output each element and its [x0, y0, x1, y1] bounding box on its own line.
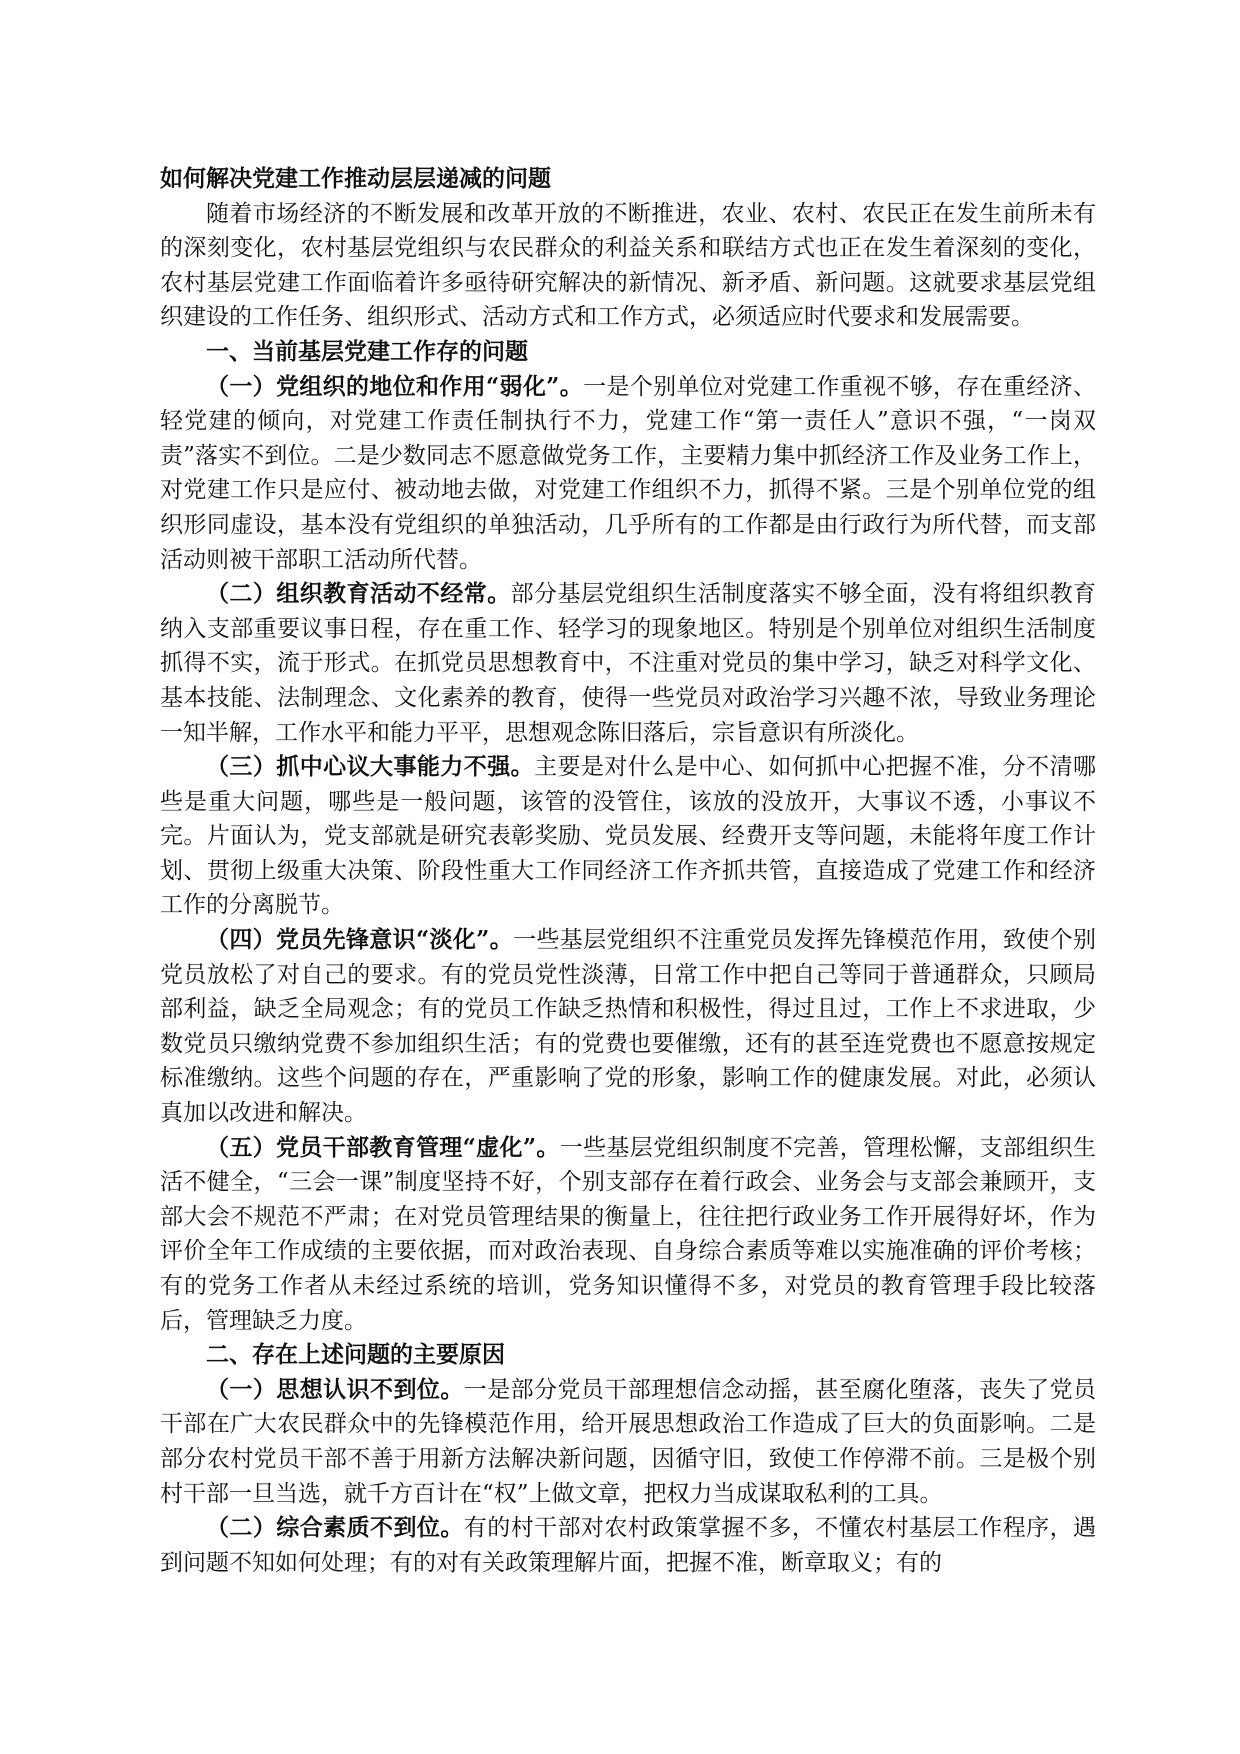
document-title: 如何解决党建工作推动层层递减的问题 [160, 165, 551, 192]
section1-item-3 [160, 750, 1096, 923]
item-body: 一是个别单位对党建工作重视不够，存在重经济、轻党建的倾向，对党建工作责任制执行不力，党建工作“第一责任人”意识不强，“一岗双责”落实不到位。二是少数同志不愿意做党务工作，主要精力集中抓经济工作及业务工作上，对党建工作只是应付、被动地去做，对党建工作组织不力，抓得不紧。三是个别单位党的组织形同虚设，基本没有党组织的单独活动，几乎所有的工作都是由行政行为所代替，而支部活动则被干部职工活动所代替。 [160, 373, 1097, 573]
item-body: 一些基层党组织不注重党员发挥先锋模范作用，致使个别党员放松了对自己的要求。有的党员党性淡薄，日常工作中把自己等同于普通群众，只顾局部利益，缺乏全局观念；有的党员工作缺乏热情和积极性，得过且过，工作上不求进取，少数党员只缴纳党费不参加组织生活；有的党费也要催缴，还有的甚至连党费也不愿意按规定标准缴纳。这些个问题的存在，严重影响了党的形象，影响工作的健康发展。对此，必须认真加以改进和解决。 [160, 927, 1096, 1127]
section-heading-1: 一、当前基层党建工作存的问题 [206, 337, 528, 365]
item-lead: （五）党员干部教育管理“虚化”。 [206, 1133, 560, 1161]
item-body: 主要是对什么是中心、如何抓中心把握不准，分不清哪些是重大问题，哪些是一般问题，该管的没管住，该放的没放开，大事议不透，小事议不完。片面认为，党支部就是研究表彰奖励、党员发展、经费开支等问题，未能将年度工作计划、贯彻上级重大决策、阶段性重大工作同经济工作齐抓共管，直接造成了党建工作和经济工作的分离脱节。 [160, 754, 1097, 919]
item-lead: （二）综合素质不到位。 [206, 1514, 464, 1542]
section2-item-1 [160, 1373, 1096, 1511]
section1-item-4 [160, 923, 1096, 1131]
item-body: 有的村干部对农村政策掌握不多，不懂农村基层工作程序，遇到问题不知如何处理；有的对有关政策理解片面，把握不准，断章取义；有的 [160, 1515, 1097, 1576]
item-body: 部分基层党组织生活制度落实不够全面，没有将组织教育纳入支部重要议事日程，存在重工作、轻学习的现象地区。特别是个别单位对组织生活制度抓得不实，流于形式。在抓党员思想教育中，不注重对党员的集中学习，缺乏对科学文化、基本技能、法制理念、文化素养的教育，使得一些党员对政治学习兴趣不浓，导致业务理论一知半解，工作水平和能力平平，思想观念陈旧落后，宗旨意识有所淡化。 [160, 581, 1097, 746]
document-page [160, 162, 1096, 1580]
intro-paragraph: 随着市场经济的不断发展和改革开放的不断推进，农业、农村、农民正在发生前所未有的深刻变化，农村基层党组织与农民群众的利益关系和联结方式也正在发生着深刻的变化，农村基层党建工作面临着许多亟待研究解决的新情况、新矛盾、新问题。这就要求基层党组织建设的工作任务、组织形式、活动方式和工作方式，必须适应时代要求和发展需要。 [160, 200, 1096, 331]
section-heading-2: 二、存在上述问题的主要原因 [206, 1341, 505, 1369]
item-body: 一些基层党组织制度不完善，管理松懈，支部组织生活不健全，“三会一课”制度坚持不好，个别支部存在着行政会、业务会与支部会兼顾开，支部大会不规范不严肃；在对党员管理结果的衡量上，往往把行政业务工作开展得好坏，作为评价全年工作成绩的主要依据，而对政治表现、自身综合素质等难以实施准确的评价考核；有的党务工作者从未经过系统的培训，党务知识懂得不多，对党员的教育管理手段比较落后，管理缺乏力度。 [160, 1134, 1097, 1334]
section1-item-2 [160, 577, 1096, 750]
section1-item-5 [160, 1131, 1096, 1339]
section1-item-1 [160, 370, 1096, 578]
item-body: 一是部分党员干部理想信念动摇，甚至腐化堕落，丧失了党员干部在广大农民群众中的先锋模范作用，给开展思想政治工作造成了巨大的负面影响。二是部分农村党员干部不善于用新方法解决新问题，因循守旧，致使工作停滞不前。三是极个别村干部一旦当选，就千方百计在“权”上做文章，把权力当成谋取私利的工具。 [160, 1376, 1097, 1507]
item-lead: （二）组织教育活动不经常。 [206, 580, 511, 608]
item-lead: （三）抓中心议大事能力不强。 [206, 753, 535, 781]
section2-item-2 [160, 1511, 1096, 1580]
item-lead: （一）党组织的地位和作用“弱化”。 [206, 372, 584, 400]
item-lead: （四）党员先锋意识“淡化”。 [206, 926, 514, 954]
item-lead: （一）思想认识不到位。 [206, 1375, 464, 1403]
